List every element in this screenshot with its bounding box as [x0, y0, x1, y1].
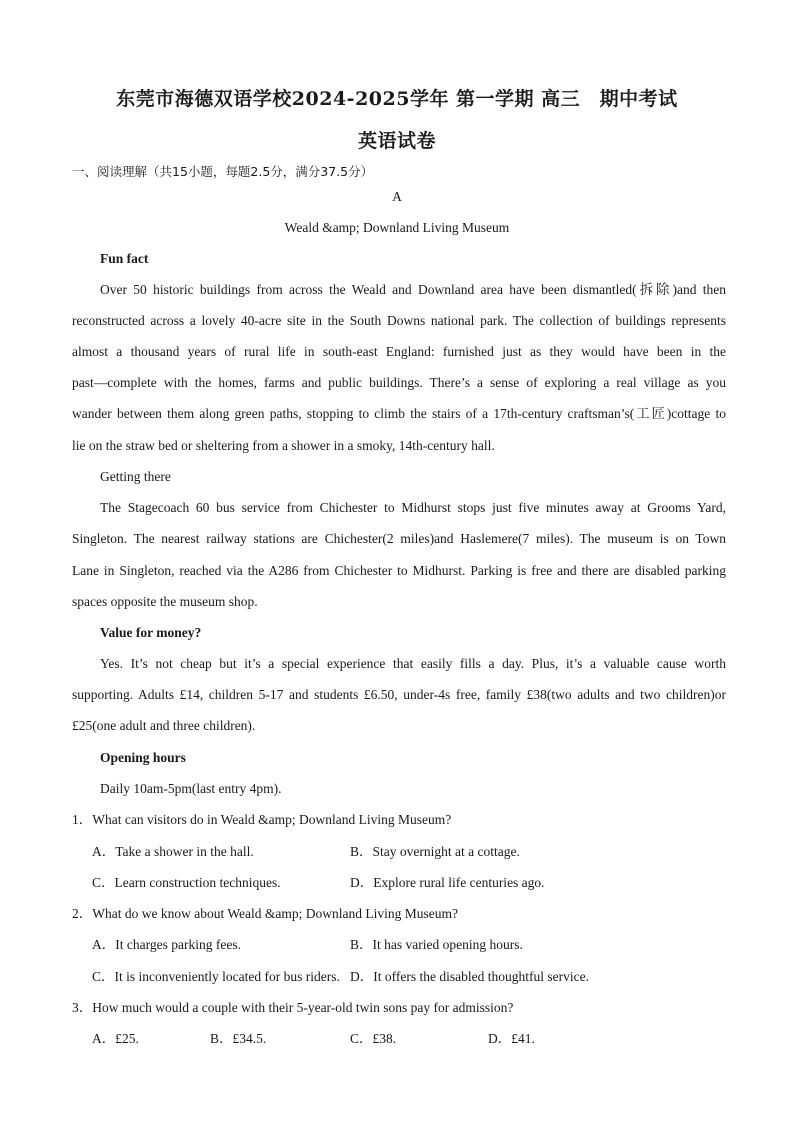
paragraph-line: Yes. It’s not cheap but it’s a special experience that easily fills a day. Plus, it’s a valuable cause worth [100, 656, 726, 671]
option-d[interactable]: D．£41. [488, 1031, 535, 1046]
option-c[interactable]: C．Learn construction techniques. [92, 875, 281, 890]
option-d[interactable]: D．It offers the disabled thoughtful service. [350, 969, 589, 984]
question-stem: 2．What do we know about Weald &amp; Downland Living Museum? [72, 906, 458, 921]
option-c[interactable]: C．£38. [350, 1031, 397, 1046]
paragraph-line: spaces opposite the museum shop. [72, 594, 258, 609]
getting-there-heading: Getting there [100, 469, 171, 484]
paragraph-line: past—complete with the homes, farms and public buildings. There’s a sense of exploring a real village as you [72, 375, 726, 390]
option-b[interactable]: B．£34.5. [210, 1031, 267, 1046]
option-b[interactable]: B．Stay overnight at a cottage. [350, 844, 520, 859]
option-a[interactable]: A．£25. [92, 1031, 139, 1046]
value-heading: Value for money? [100, 625, 202, 640]
passage-title: Weald &amp; Downland Living Museum [284, 220, 510, 235]
paragraph-line: supporting. Adults £14, children 5-17 and students £6.50, under-4s free, family £38(two adults and two children)or [72, 687, 726, 702]
exam-title: 东莞市海德双语学校2024-2025学年 第一学期 高三 期中考试 [116, 88, 678, 110]
option-b[interactable]: B．It has varied opening hours. [350, 937, 523, 952]
paragraph-line: reconstructed across a lovely 40-acre site in the South Downs national park. The collection of buildings represents [72, 313, 726, 328]
option-d[interactable]: D．Explore rural life centuries ago. [350, 875, 545, 890]
paragraph-line: The Stagecoach 60 bus service from Chichester to Midhurst stops just five minutes away at Grooms Yard, [100, 500, 726, 515]
paragraph-line: wander between them along green paths, stopping to climb the stairs of a 17th-century craftsman’s(工匠)cottage to [72, 406, 726, 421]
exam-subject: 英语试卷 [357, 130, 436, 152]
fun-fact-heading: Fun fact [100, 251, 149, 266]
paragraph-line: lie on the straw bed or sheltering from a shower in a smoky, 14th-century hall. [72, 438, 495, 453]
paragraph-line: £25(one adult and three children). [72, 718, 256, 733]
paragraph-line: Over 50 historic buildings from across the Weald and Downland area have been dismantled(拆除)and then [100, 282, 726, 297]
option-c[interactable]: C．It is inconveniently located for bus riders. [92, 969, 340, 984]
question-stem: 1．What can visitors do in Weald &amp; Downland Living Museum? [72, 812, 452, 827]
question-stem: 3．How much would a couple with their 5-year-old twin sons pay for admission? [72, 1000, 514, 1015]
option-a[interactable]: A．It charges parking fees. [92, 937, 241, 952]
hours-heading: Opening hours [100, 750, 186, 765]
hours-text: Daily 10am-5pm(last entry 4pm). [100, 781, 282, 796]
option-a[interactable]: A．Take a shower in the hall. [92, 844, 254, 859]
section-heading: 一、阅读理解（共15小题，每题2.5分，满分37.5分） [72, 164, 374, 179]
paragraph-line: Lane in Singleton, reached via the A286 from Chichester to Midhurst. Parking is free and there are disabled parking [72, 563, 726, 578]
paragraph-line: almost a thousand years of rural life in south-east England: furnished just as they would have been in the [72, 344, 726, 359]
paragraph-line: Singleton. The nearest railway stations are Chichester(2 miles)and Haslemere(7 miles). The museum is on Town [72, 531, 726, 546]
passage-label: A [392, 189, 402, 204]
